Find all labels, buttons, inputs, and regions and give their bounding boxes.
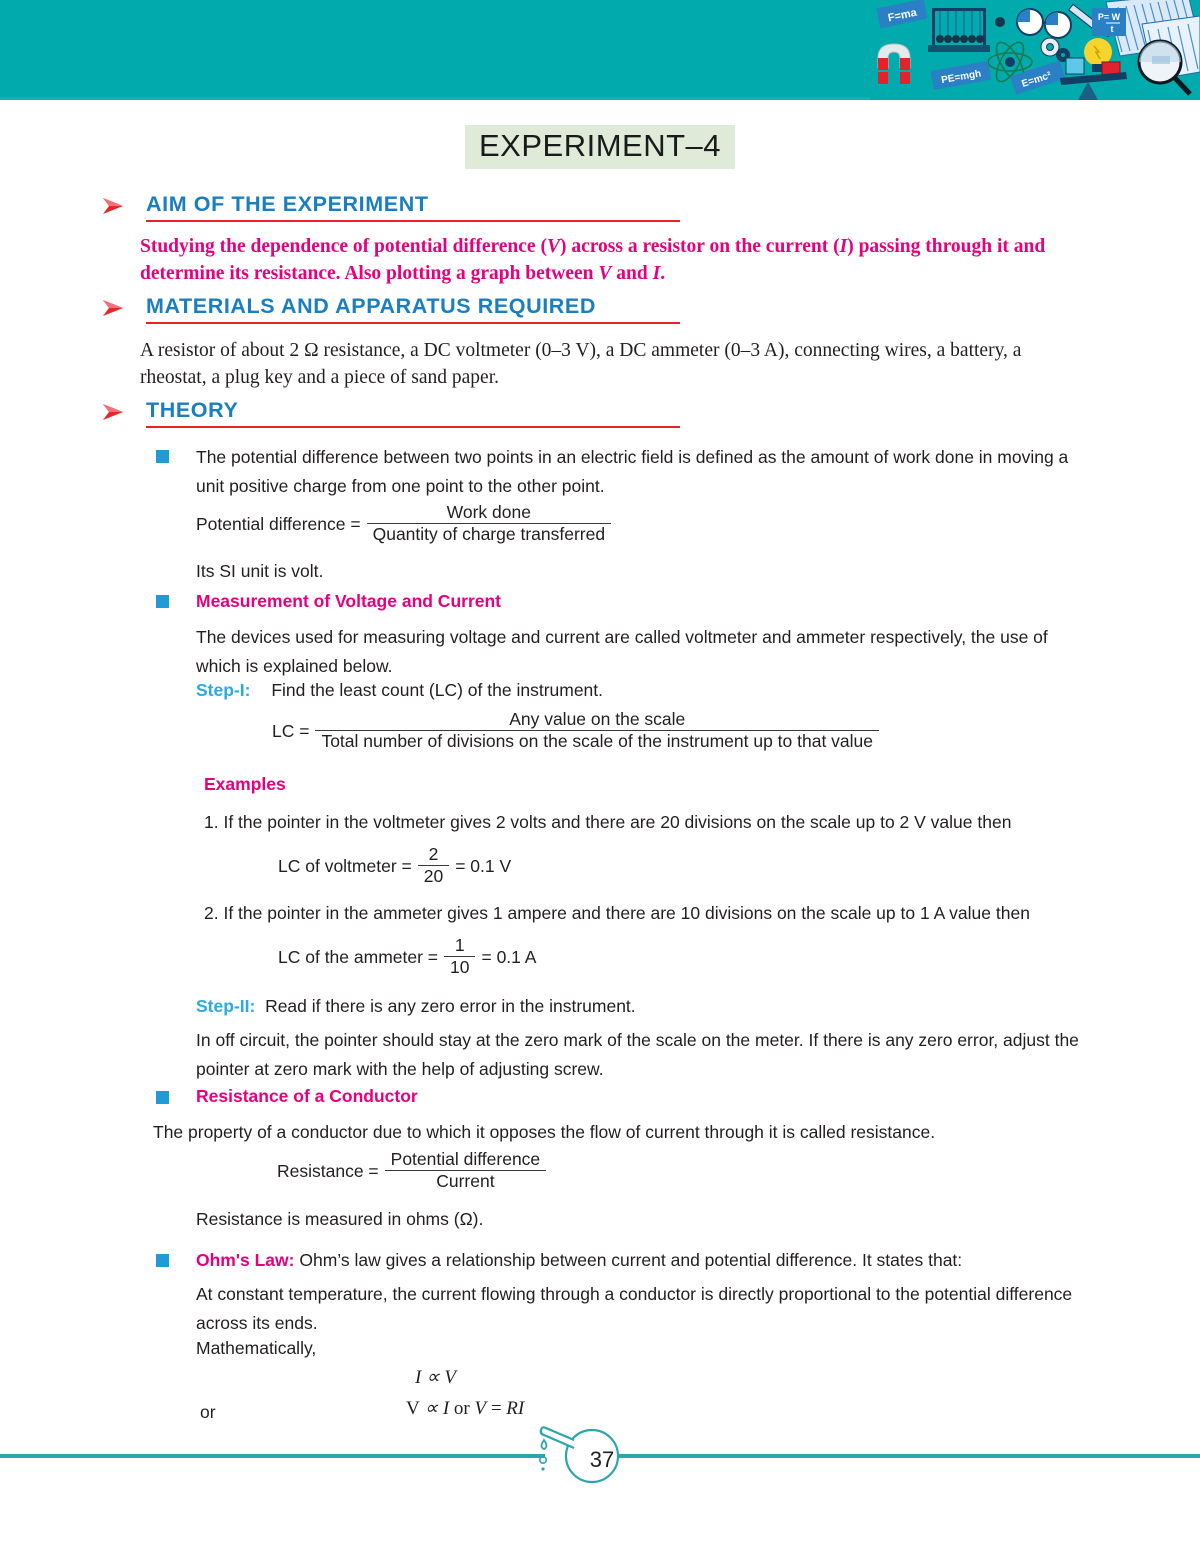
ohms-law-label: Ohm's Law: bbox=[196, 1250, 295, 1270]
potential-difference-paragraph bbox=[196, 443, 1106, 501]
step-two-label: Step-II: bbox=[196, 996, 256, 1016]
square-bullet-icon bbox=[156, 1254, 169, 1267]
heading-rule bbox=[146, 426, 680, 428]
science-illustration bbox=[870, 0, 1200, 100]
aim-text-f: . bbox=[660, 263, 666, 284]
page-header-band bbox=[0, 0, 1200, 100]
ohms-law-statement-line-1: At constant temperature, the current flowing through a conductor is directly proportional to the potential difference bbox=[196, 1284, 1073, 1304]
measurement-subheading: Measurement of Voltage and Current bbox=[196, 591, 502, 611]
aim-text-c: ) passing through it and bbox=[847, 236, 1046, 257]
or-label: or bbox=[200, 1402, 216, 1422]
aim-paragraph bbox=[140, 233, 1115, 287]
measurement-paragraph bbox=[196, 623, 1106, 681]
eq2-or: or bbox=[449, 1398, 475, 1419]
resistance-paragraph: The property of a conductor due to which it opposes the flow of current through it is called resistance. bbox=[153, 1122, 936, 1142]
eq2-v: V bbox=[406, 1398, 420, 1419]
svg-text:t: t bbox=[1110, 24, 1114, 34]
resistance-formula-lhs: Resistance = bbox=[277, 1161, 379, 1181]
example-two-text: 2. If the pointer in the ammeter gives 1 ampere and there are 10 divisions on the scale up to 1 A value then bbox=[204, 903, 1030, 923]
step-one-label: Step-I: bbox=[196, 680, 251, 700]
ohms-law-row bbox=[196, 1246, 1111, 1275]
eq2-i: I bbox=[442, 1398, 450, 1419]
step-two-line-1: In off circuit, the pointer should stay at the zero mark of the scale on the meter. If there is any zero error, adjust the bbox=[196, 1030, 1079, 1050]
footer-rule-left bbox=[0, 1454, 545, 1458]
ohms-law-statement-line-2: across its ends. bbox=[196, 1313, 318, 1333]
lc-formula-denominator: Total number of divisions on the scale of the instrument up to that value bbox=[321, 731, 874, 751]
aim-text-e: and bbox=[611, 263, 653, 284]
experiment-title-wrap bbox=[0, 125, 1200, 169]
lc-formula bbox=[272, 710, 879, 753]
example-two-lhs: LC of the ammeter = bbox=[278, 947, 439, 967]
page-number: 37 bbox=[589, 1447, 615, 1472]
eq2-v2: V bbox=[474, 1398, 487, 1419]
aim-text-a: Studying the dependence of potential difference ( bbox=[140, 236, 547, 257]
aim-text-b: ) across a resistor on the current ( bbox=[559, 236, 840, 257]
aim-symbol-i2: I bbox=[652, 263, 661, 284]
heading-label: AIM OF THE EXPERIMENT bbox=[146, 192, 429, 216]
pd-formula-lhs: Potential difference = bbox=[196, 514, 361, 534]
svg-text:P= W: P= W bbox=[1097, 12, 1121, 22]
lc-formula-numerator: Any value on the scale bbox=[509, 709, 686, 729]
example-one-lhs: LC of voltmeter = bbox=[278, 856, 412, 876]
svg-text:E=mc²: E=mc² bbox=[1020, 70, 1053, 90]
heading-rule bbox=[146, 322, 680, 324]
svg-text:F=ma: F=ma bbox=[886, 6, 918, 25]
svg-text:PE=mgh: PE=mgh bbox=[940, 68, 983, 87]
materials-paragraph bbox=[140, 337, 1115, 391]
example-one-denominator: 20 bbox=[423, 866, 444, 886]
pd-formula-numerator: Work done bbox=[446, 502, 531, 522]
footer-rule-right bbox=[615, 1454, 1200, 1458]
examples-subheading: Examples bbox=[204, 774, 286, 794]
eq2-prop: ∝ bbox=[419, 1398, 443, 1419]
square-bullet-icon bbox=[156, 595, 169, 608]
pd-formula-fraction bbox=[367, 502, 611, 545]
resistance-subheading: Resistance of a Conductor bbox=[196, 1086, 418, 1106]
aim-symbol-i1: I bbox=[839, 236, 848, 257]
materials-line-1: A resistor of about 2 Ω resistance, a DC voltmeter (0–3 V), a DC ammeter (0–3 A), connecting wires, a battery, a bbox=[140, 340, 1022, 361]
resistance-formula-numerator: Potential difference bbox=[390, 1149, 541, 1169]
example-two-fraction bbox=[444, 935, 475, 978]
ohms-law-statement bbox=[196, 1280, 1111, 1338]
pd-line-1: The potential difference between two points in an electric field is defined as the amount of work done in moving a bbox=[196, 447, 1069, 467]
step-two-paragraph bbox=[196, 1026, 1111, 1084]
ohms-law-intro: Ohm’s law gives a relationship between current and potential difference. It states that: bbox=[299, 1250, 963, 1270]
example-one-fraction bbox=[418, 844, 449, 887]
arrow-bullet-icon bbox=[100, 400, 126, 426]
mathematically-label: Mathematically, bbox=[196, 1338, 317, 1358]
pd-formula-denominator: Quantity of charge transferred bbox=[372, 524, 606, 544]
step-two-line-2: pointer at zero mark with the help of adjusting screw. bbox=[196, 1059, 604, 1079]
aim-symbol-v2: V bbox=[598, 263, 612, 284]
measurement-line-2: which is explained below. bbox=[196, 656, 393, 676]
example-one-numerator: 2 bbox=[428, 844, 439, 864]
ohms-law-equation-2 bbox=[406, 1397, 524, 1420]
heading-label: THEORY bbox=[146, 398, 239, 422]
measurement-line-1: The devices used for measuring voltage and current are called voltmeter and ammeter respectively, the use of bbox=[196, 627, 1048, 647]
square-bullet-icon bbox=[156, 1091, 169, 1104]
eq2-ri: RI bbox=[506, 1398, 525, 1419]
resistance-formula-fraction bbox=[385, 1149, 547, 1192]
resistance-unit-text: Resistance is measured in ohms (Ω). bbox=[196, 1209, 484, 1229]
step-two-row bbox=[196, 992, 1106, 1021]
page-title: EXPERIMENT–4 bbox=[465, 125, 735, 169]
resistance-formula-denominator: Current bbox=[436, 1171, 495, 1191]
example-one-text: 1. If the pointer in the voltmeter gives 2 volts and there are 20 divisions on the scale up to 2 V value then bbox=[204, 812, 1012, 832]
arrow-bullet-icon bbox=[100, 194, 126, 220]
potential-difference-formula bbox=[196, 503, 611, 546]
example-one-formula bbox=[278, 845, 511, 888]
heading-label: MATERIALS AND APPARATUS REQUIRED bbox=[146, 294, 596, 318]
example-two-formula bbox=[278, 936, 536, 979]
step-one-row bbox=[196, 676, 1106, 705]
pd-line-2: unit positive charge from one point to the other point. bbox=[196, 476, 605, 496]
aim-symbol-v1: V bbox=[546, 236, 560, 257]
lc-formula-fraction bbox=[315, 709, 879, 752]
example-two-numerator: 1 bbox=[454, 935, 465, 955]
si-unit-text: Its SI unit is volt. bbox=[196, 561, 324, 581]
resistance-formula bbox=[277, 1150, 546, 1193]
example-one-rhs: = 0.1 V bbox=[455, 856, 512, 876]
aim-text-d: determine its resistance. Also plotting a graph between bbox=[140, 263, 599, 284]
step-one-text: Find the least count (LC) of the instrument. bbox=[271, 680, 604, 700]
example-two-rhs: = 0.1 A bbox=[481, 947, 537, 967]
step-two-text: Read if there is any zero error in the instrument. bbox=[265, 996, 636, 1016]
eq2-equals: = bbox=[486, 1398, 507, 1419]
arrow-bullet-icon bbox=[100, 296, 126, 322]
example-two-denominator: 10 bbox=[450, 957, 470, 977]
lc-formula-lhs: LC = bbox=[272, 721, 310, 741]
materials-line-2: rheostat, a plug key and a piece of sand paper. bbox=[140, 367, 499, 388]
heading-rule bbox=[146, 220, 680, 222]
ohms-law-equation-1: I ∝ V bbox=[415, 1367, 457, 1388]
square-bullet-icon bbox=[156, 450, 169, 463]
